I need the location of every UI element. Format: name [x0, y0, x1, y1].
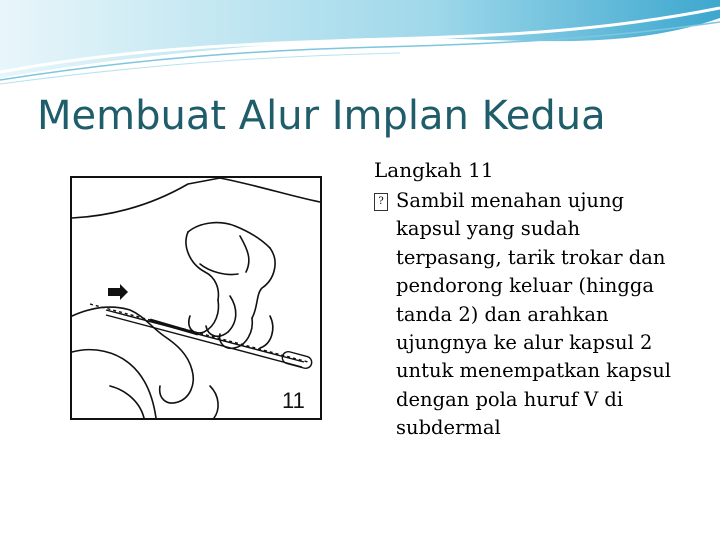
step-content — [374, 155, 694, 443]
step-heading: Langkah 11 — [374, 158, 494, 182]
step-instruction-text: Sambil menahan ujung kapsul yang sudah terpasang, tarik trokar dan pendorong keluar (hingga tanda 2) dan arahkan ujungnya ke alur kapsul 2 untuk menempatkan kapsul dengan pola huruf V di subdermal — [396, 189, 672, 440]
figure-number: 11 — [282, 388, 305, 413]
step-bullet — [374, 187, 694, 443]
missing-glyph-icon: ? — [374, 193, 388, 211]
header-wave-decoration — [0, 0, 720, 90]
slide-title: Membuat Alur Implan Kedua — [37, 93, 606, 139]
hand-trocar-insertion-illustration — [70, 176, 322, 420]
